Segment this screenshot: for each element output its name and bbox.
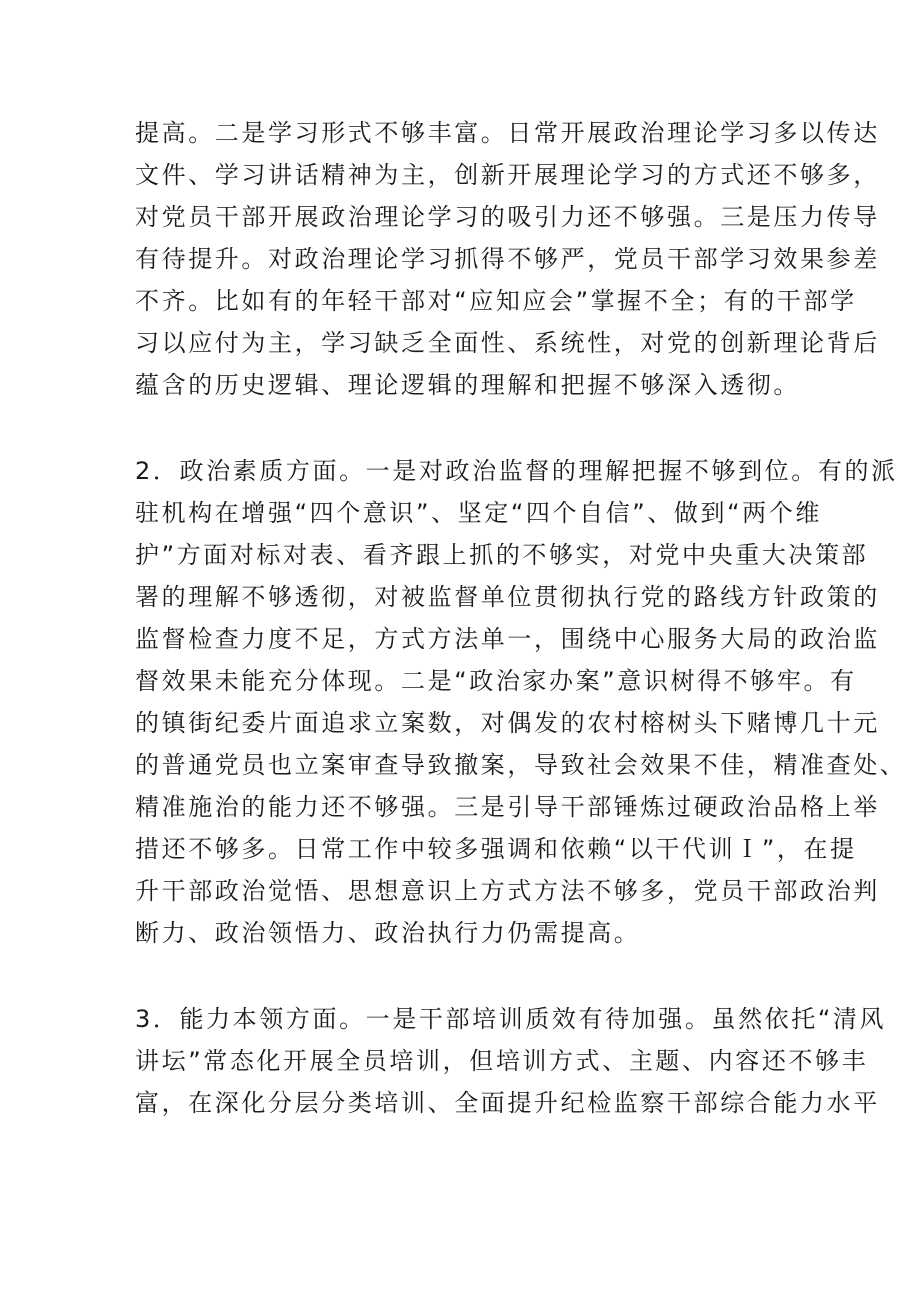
paragraph-line: 升干部政治觉悟、思想意识上方式方法不够多，党员干部政治判 (135, 877, 880, 905)
paragraph-line: 监督检查力度不足，方式方法单一，围绕中心服务大局的政治监 (135, 625, 880, 653)
paragraph-line: 不齐。比如有的年轻干部对“应知应会”掌握不全；有的干部学 (135, 287, 857, 315)
paragraph-line (135, 954, 906, 996)
paragraph-line: 文件、学习讲话精神为主，创新开展理论学习的方式还不够多， (135, 161, 880, 189)
paragraph-line: 的普通党员也立案审查导致撤案，导致社会效果不佳，精准查处、 (135, 751, 907, 779)
paragraph-line: 蕴含的历史逻辑、理论逻辑的理解和把握不够深入透彻。 (135, 371, 800, 399)
paragraph-2 (135, 450, 906, 996)
paragraph-line: 驻机构在增强“四个意识”、坚定“四个自信”、做到“两个维 (135, 499, 822, 527)
paragraph-line: 提高。二是学习形式不够丰富。日常开展政治理论学习多以传达 (135, 119, 880, 147)
paragraph-line: 督效果未能充分体现。二是“政治家办案”意识树得不够牢。有 (135, 667, 857, 695)
paragraph-line: 讲坛”常态化开展全员培训，但培训方式、主题、内容还不够丰 (135, 1047, 869, 1075)
paragraph-line: 2．政治素质方面。一是对政治监督的理解把握不够到位。有的派 (135, 457, 898, 485)
paragraph-line: 精准施治的能力还不够强。三是引导干部锤炼过硬政治品格上举 (135, 793, 880, 821)
paragraph-line: 富，在深化分层分类培训、全面提升纪检监察干部综合能力水平 (135, 1089, 880, 1117)
paragraph-line: 习以应付为主，学习缺乏全面性、系统性，对党的创新理论背后 (135, 329, 880, 357)
paragraph-line: 护”方面对标对表、看齐跟上抓的不够实，对党中央重大决策部 (135, 541, 869, 569)
paragraph-line: 措还不够多。日常工作中较多强调和依赖“以干代训Ｉ”，在提 (135, 835, 857, 863)
paragraph-3 (135, 998, 886, 1124)
paragraph-line: 断力、政治领悟力、政治执行力仍需提高。 (135, 919, 641, 947)
paragraph-line: 有待提升。对政治理论学习抓得不够严，党员干部学习效果参差 (135, 245, 880, 273)
paragraph-line: 3．能力本领方面。一是干部培训质效有待加强。虽然依托“清风 (135, 1005, 887, 1033)
paragraph-line: 对党员干部开展政治理论学习的吸引力还不够强。三是压力传导 (135, 203, 880, 231)
paragraph-line: 署的理解不够透彻，对被监督单位贯彻执行党的路线方针政策的 (135, 583, 880, 611)
paragraph-line: 的镇街纪委片面追求立案数，对偶发的农村榕树头下赌博几十元 (135, 709, 880, 737)
paragraph-1 (135, 112, 880, 406)
